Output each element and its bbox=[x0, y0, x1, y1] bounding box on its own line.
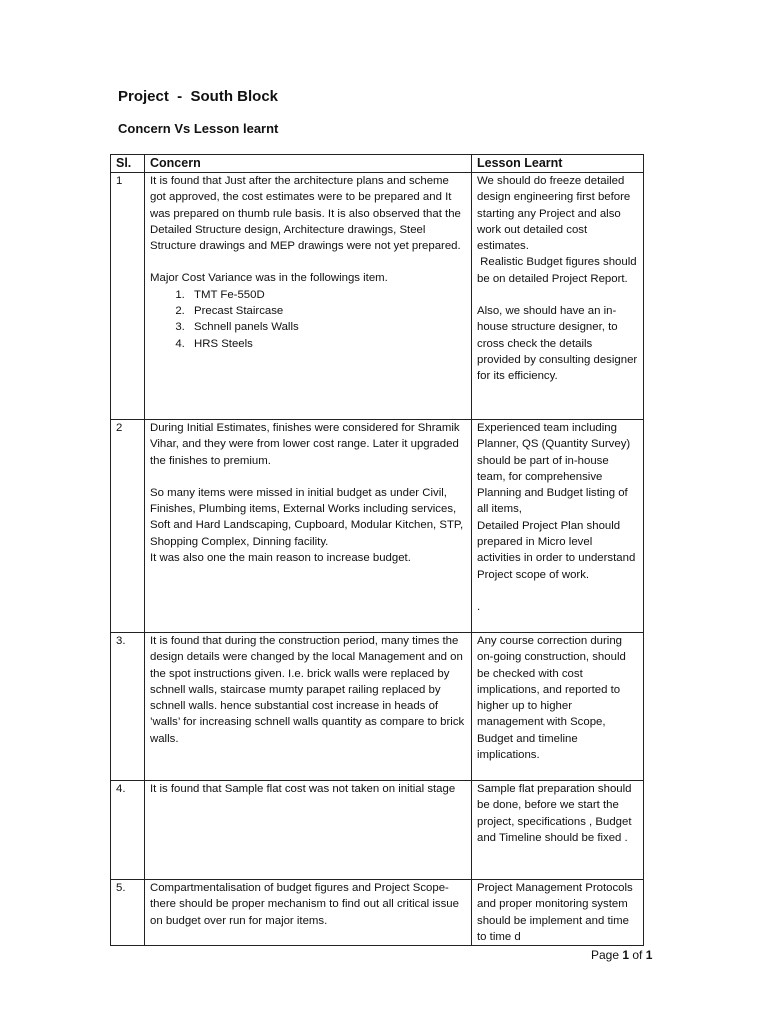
cost-variance-list bbox=[150, 287, 467, 352]
list-item: 2. Precast Staircase bbox=[188, 303, 467, 319]
row-lesson bbox=[472, 420, 644, 633]
concern-lesson-table bbox=[110, 154, 644, 946]
concern-text: It is found that Just after the architecture plans and scheme got approved, the cost estimates were to be prepared and It was prepared on thumb rule basis. It is also observed that the Detailed Structure design, Architecture drawings, Steel Structure drawings and MEP drawings were not yet prepared. bbox=[150, 175, 461, 253]
concern-text: During Initial Estimates, finishes were considered for Shramik Vihar, and they were from lower cost range. Later it upgraded the finishes to premium. bbox=[150, 422, 460, 467]
row-lesson bbox=[472, 633, 644, 781]
page-prefix: Page bbox=[591, 948, 623, 962]
table-header-row bbox=[111, 155, 644, 173]
table-row bbox=[111, 781, 644, 880]
concern-text: It was also one the main reason to increase budget. bbox=[150, 552, 411, 565]
concern-text: Major Cost Variance was in the followings item. bbox=[150, 272, 388, 285]
row-sl: 2 bbox=[111, 420, 145, 633]
header-sl: Sl. bbox=[111, 155, 145, 173]
lesson-text: . bbox=[477, 600, 481, 613]
row-concern bbox=[145, 633, 472, 781]
page-of: of bbox=[629, 948, 646, 962]
row-concern bbox=[145, 880, 472, 946]
row-concern bbox=[145, 420, 472, 633]
page-subtitle: Concern Vs Lesson learnt bbox=[118, 121, 279, 136]
concern-text: It is found that during the construction period, many times the design details were changed by the local Management and on the spot instructions given. I.e. brick walls were replaced by schnell walls, staircase mumty parapet railing replaced by schnell walls. hence substantial cost increase in heads of ’walls’ for increasing schnell walls quantity as compare to brick walls. bbox=[150, 635, 465, 745]
table-row bbox=[111, 633, 644, 781]
header-concern: Concern bbox=[145, 155, 472, 173]
table-row bbox=[111, 420, 644, 633]
list-item: 1. TMT Fe-550D bbox=[188, 287, 467, 303]
list-item: 3. Schnell panels Walls bbox=[188, 319, 467, 335]
lesson-text: Detailed Project Plan should prepared in Micro level activities in order to understand Project scope of work. bbox=[477, 519, 636, 581]
page-total: 1 bbox=[645, 948, 653, 962]
lesson-text: Realistic Budget figures should be on detailed Project Report. bbox=[477, 256, 640, 285]
lesson-text: Project Management Protocols and proper monitoring system should be implement and time to time d bbox=[477, 882, 633, 943]
concern-text: It is found that Sample flat cost was not taken on initial stage bbox=[150, 783, 456, 795]
page-number bbox=[591, 948, 652, 962]
list-item: 4. HRS Steels bbox=[188, 336, 467, 352]
row-sl: 1 bbox=[111, 173, 145, 420]
header-lesson: Lesson Learnt bbox=[472, 155, 644, 173]
table-row bbox=[111, 173, 644, 420]
page-current: 1 bbox=[622, 948, 630, 962]
row-sl: 4. bbox=[111, 781, 145, 880]
concern-text: Compartmentalisation of budget figures and Project Scope- there should be proper mechanism to find out all critical issue on budget over run for major items. bbox=[150, 882, 459, 927]
row-concern bbox=[145, 781, 472, 880]
row-sl: 3. bbox=[111, 633, 145, 781]
page-title: Project - South Block bbox=[118, 88, 279, 105]
row-lesson bbox=[472, 173, 644, 420]
lesson-text: Experienced team including Planner, QS (Quantity Survey) should be part of in-house team, for comprehensive Planning and Budget listing of all items, bbox=[477, 422, 631, 516]
lesson-text: Sample flat preparation should be done, before we start the project, specifications , Budget and Timeline should be fixed . bbox=[477, 783, 632, 844]
lesson-text: We should do freeze detailed design engineering first before starting any Project and also work out detailed cost estimates. bbox=[477, 175, 631, 253]
lesson-text: Any course correction during on-going construction, should be checked with cost implications, and reported to higher up to higher management with Scope, Budget and timeline implications. bbox=[477, 635, 626, 762]
concern-text: So many items were missed in initial budget as under Civil, Finishes, Plumbing items, External Works including services, Soft and Hard Landscaping, Cupboard, Modular Kitchen, STP, Shopping Complex, Dinning facility. bbox=[150, 486, 464, 548]
row-lesson bbox=[472, 880, 644, 946]
row-concern bbox=[145, 173, 472, 420]
row-lesson bbox=[472, 781, 644, 880]
table-row bbox=[111, 880, 644, 946]
lesson-text: Also, we should have an in-house structure designer, to cross check the details provided by consulting designer for its efficiency. bbox=[477, 305, 638, 383]
row-sl: 5. bbox=[111, 880, 145, 946]
